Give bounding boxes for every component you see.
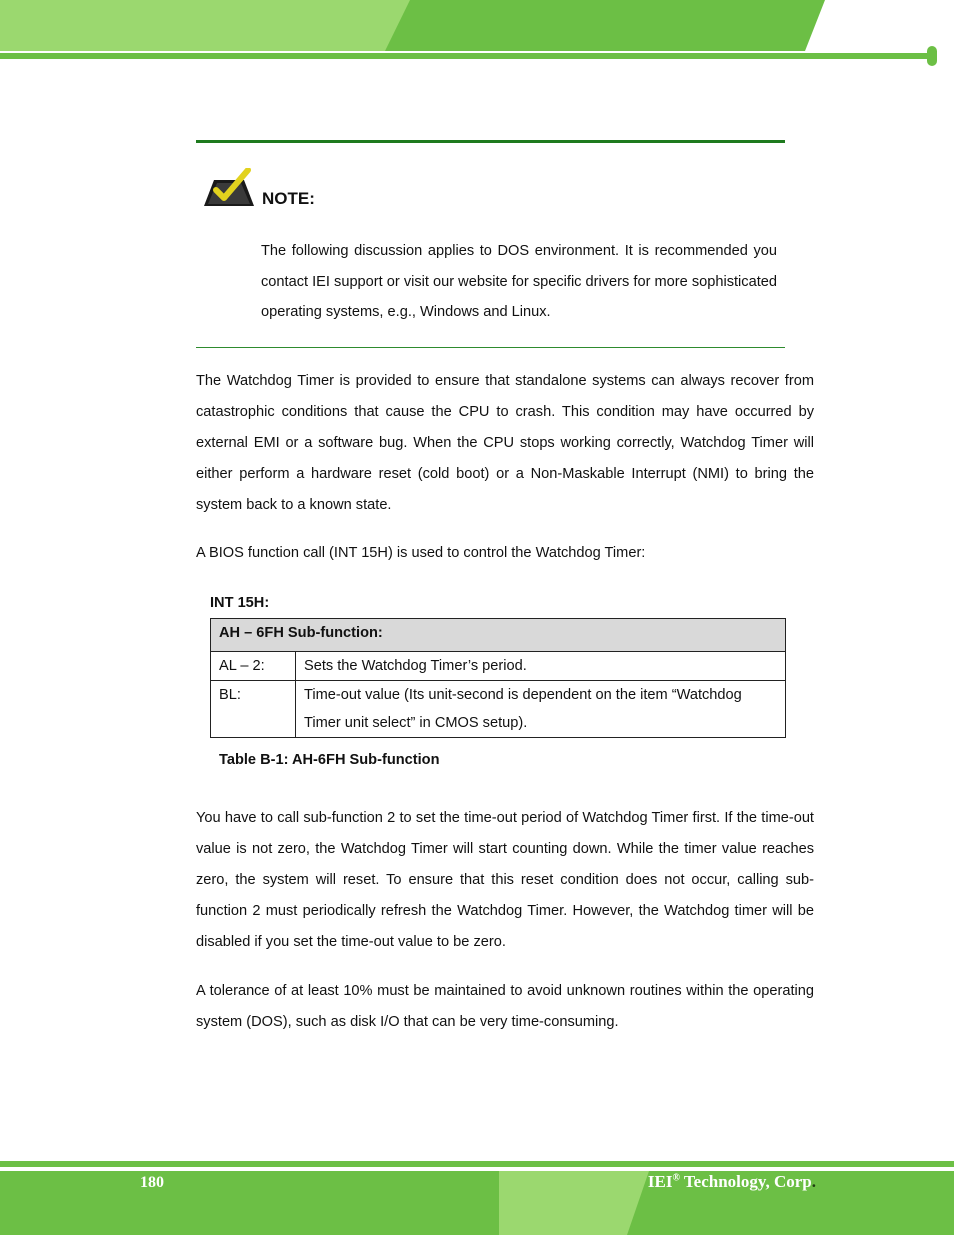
table-row xyxy=(211,681,786,738)
company-dot: . xyxy=(811,1172,816,1191)
table-caption: Table B-1: AH-6FH Sub-function xyxy=(219,752,440,768)
company-name xyxy=(648,1172,816,1192)
header-rule-end xyxy=(927,46,937,66)
footer-band-light xyxy=(499,1171,649,1235)
note-top-rule xyxy=(196,140,785,143)
note-text: The following discussion applies to DOS environment. It is recommended you contact IEI support or visit our website for specific drivers for more sophisticated operating systems, e.g., Windows and Linux. xyxy=(261,243,777,321)
note-bottom-rule xyxy=(196,347,785,348)
header-rule xyxy=(0,53,930,59)
header-band-light xyxy=(0,0,410,51)
page-number: 180 xyxy=(140,1174,164,1191)
table-header: AH – 6FH Sub-function: xyxy=(211,619,786,652)
table-row xyxy=(211,652,786,681)
table-cell-value: Sets the Watchdog Timer’s period. xyxy=(296,652,786,681)
company-brand: IEI xyxy=(647,1172,673,1191)
int-15h-label: INT 15H: xyxy=(210,595,270,611)
table-cell-key: BL: xyxy=(211,681,296,738)
bios-subfunction-table xyxy=(210,618,786,738)
footer-rule xyxy=(0,1161,954,1167)
bios-call-paragraph: A BIOS function call (INT 15H) is used to control the Watchdog Timer: xyxy=(196,545,646,561)
note-title: NOTE: xyxy=(262,189,315,208)
checkmark-note-icon xyxy=(204,168,254,208)
header-band-dark xyxy=(385,0,825,51)
table-cell-key: AL – 2: xyxy=(211,652,296,681)
table-cell-value: Time-out value (Its unit-second is dependent on the item “Watchdog Timer unit select” in CMOS setup). xyxy=(296,681,786,738)
company-suffix: Technology, Corp xyxy=(679,1172,812,1191)
tolerance-paragraph: A tolerance of at least 10% must be maintained to avoid unknown routines within the operating system (DOS), such as disk I/O that can be very time-consuming. xyxy=(196,983,814,1030)
watchdog-intro-paragraph: The Watchdog Timer is provided to ensure that standalone systems can always recover from catastrophic conditions that cause the CPU to crash. This condition may have occurred by external EMI or a software bug. When the CPU stops working correctly, Watchdog Timer will either perform a hardware reset (cold boot) or a Non-Maskable Interrupt (NMI) to bring the system back to a known state. xyxy=(196,373,814,513)
subfunction-paragraph: You have to call sub-function 2 to set the time-out period of Watchdog Timer first. If the time-out value is not zero, the Watchdog Timer will start counting down. While the timer value reaches zero, the system will reset. To ensure that this reset condition does not occur, calling sub-function 2 must periodically refresh the Watchdog Timer. However, the Watchdog timer will be disabled if you set the time-out value to be zero. xyxy=(196,810,814,950)
registered-mark: ® xyxy=(672,1172,680,1184)
